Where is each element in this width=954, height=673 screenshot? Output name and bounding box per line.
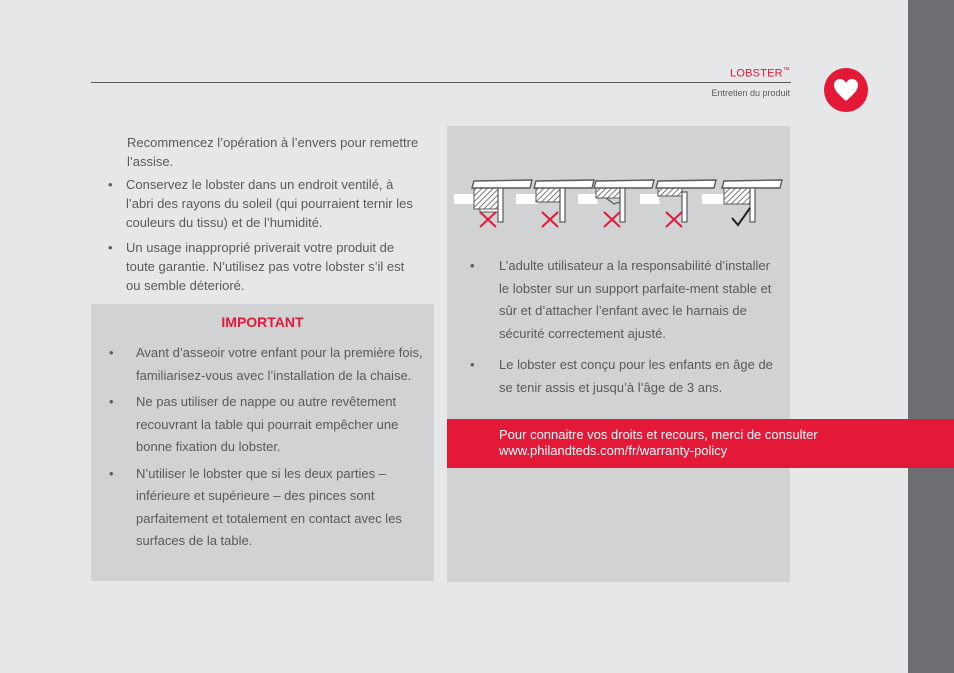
cross-icon: [666, 212, 682, 227]
header-divider: [91, 82, 791, 83]
brand-title: LOBSTER™: [730, 67, 790, 80]
clamp-fitting-diagram: [454, 176, 786, 230]
list-item: • Ne pas utiliser de nappe ou autre revêtement recouvrant la table qui pourrait empêcher une bonne fixation du lobster.: [91, 391, 426, 459]
list-item: • N’utiliser le lobster que si les deux parties – inférieure et supérieure – des pinces sont parfaitement et totalement en contact avec les surfaces de la table.: [91, 463, 426, 553]
warranty-text: Pour connaitre vos droits et recours, merci de consulter: [499, 427, 818, 442]
cross-icon: [542, 212, 558, 227]
warranty-banner: [447, 419, 954, 468]
important-title: IMPORTANT: [221, 314, 304, 330]
warranty-link[interactable]: www.philandteds.com/fr/warranty-policy: [499, 443, 728, 458]
cross-icon: [604, 212, 620, 227]
list-item: • Conservez le lobster dans un endroit ventilé, à l’abri des rayons du soleil (qui pourraient ternir les couleurs du tissu) et de l’humidité.: [91, 175, 421, 232]
list-item: • Un usage inapproprié priverait votre produit de toute garantie. N’utilisez pas votre lobster s’il est ou semble déterioré.: [91, 238, 421, 295]
list-item: • L’adulte utilisateur a la responsabilité d’installer le lobster sur un support parfaite-ment stable et sûr et d’attacher l’enfant avec le harnais de sécurité correctement ajusté.: [447, 255, 790, 345]
heart-icon: [833, 78, 859, 102]
check-icon: [732, 208, 750, 225]
intro-section: [91, 133, 421, 301]
intro-continuation: Recommencez l’opération à l’envers pour remettre l’assise.: [127, 135, 419, 169]
side-strip: [908, 0, 954, 673]
list-item: • Le lobster est conçu pour les enfants en âge de se tenir assis et jusqu’à l’âge de 3 ans.: [447, 354, 790, 399]
safety-list: [447, 255, 790, 408]
important-list: [91, 342, 426, 557]
intro-list: [91, 175, 421, 295]
list-item: • Avant d’asseoir votre enfant pour la première fois, familiarisez-vous avec l’installation de la chaise.: [91, 342, 426, 387]
important-panel: [91, 304, 434, 581]
section-subtitle: Entretien du produit: [711, 88, 790, 98]
heart-badge: [824, 68, 868, 112]
cross-icon: [480, 212, 496, 227]
